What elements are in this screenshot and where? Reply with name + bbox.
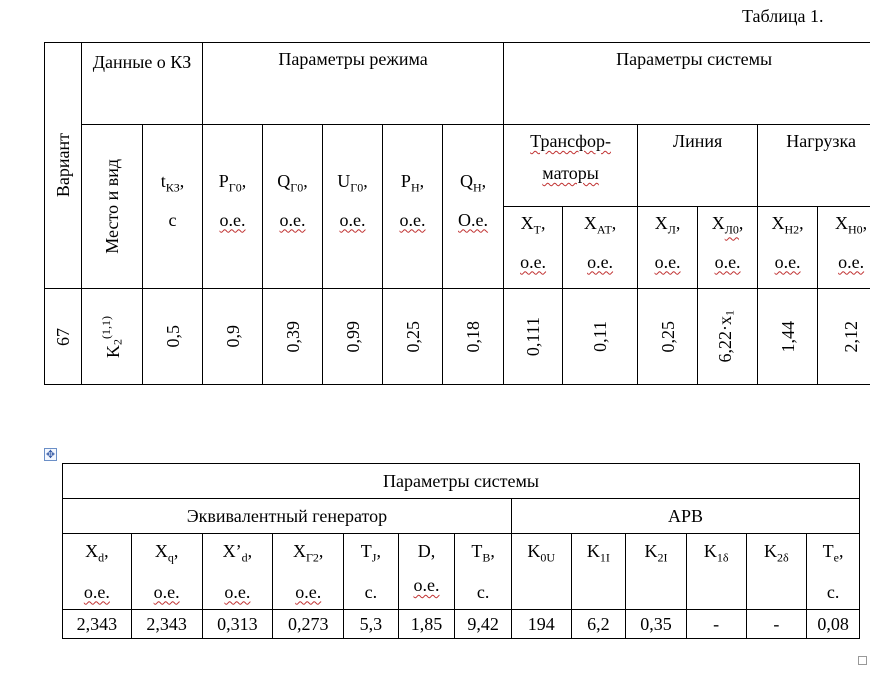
table-2 bbox=[62, 463, 860, 639]
xd-value: 2,343 bbox=[63, 609, 132, 638]
pn-value: 0,25 bbox=[383, 289, 443, 385]
pg0-value: 0,9 bbox=[203, 289, 263, 385]
ug0-header: $U_{Г0}$, о.е. bbox=[323, 125, 383, 289]
tkz-header: $t_{КЗ}$, с bbox=[143, 125, 203, 289]
ug0-value: 0,99 bbox=[323, 289, 383, 385]
xq-header: $X_q$, о.е. bbox=[131, 534, 202, 610]
xat-header: $X_{АТ}$, о.е. bbox=[563, 207, 638, 289]
xl0-value: $6,22\cdot x_1$ bbox=[698, 289, 758, 385]
move-handle-icon[interactable]: ✥ bbox=[45, 448, 56, 461]
kz-data-header: Данные о КЗ bbox=[82, 43, 203, 125]
xl-value: 0,25 bbox=[638, 289, 698, 385]
table-caption: Таблица 1. bbox=[742, 6, 824, 26]
xdp-value: 0,313 bbox=[202, 609, 273, 638]
xg2-header: $X_{Г2}$, о.е. bbox=[273, 534, 344, 610]
k2i-value: 0,35 bbox=[626, 609, 687, 638]
k1d-value: - bbox=[686, 609, 746, 638]
tv-header: $T_В$, с. bbox=[455, 534, 512, 610]
table-1 bbox=[44, 42, 870, 385]
xn0-header: $X_{Н0}$, о.е. bbox=[818, 207, 870, 289]
te-header: $T_e$, с. bbox=[807, 534, 860, 610]
k0u-value: 194 bbox=[511, 609, 571, 638]
xd-header: $X_d$, о.е. bbox=[63, 534, 132, 610]
transformers-header: Трансфор- маторы bbox=[504, 125, 638, 207]
tv-value: 9,42 bbox=[455, 609, 512, 638]
xt-header: $X_Т$, о.е. bbox=[504, 207, 563, 289]
system-params-header: Параметры системы bbox=[504, 43, 870, 125]
d-value: 1,85 bbox=[398, 609, 455, 638]
xg2-value: 0,273 bbox=[273, 609, 344, 638]
pg0-header: $P_{Г0}$, о.е. bbox=[203, 125, 263, 289]
xt-value: 0,111 bbox=[504, 289, 563, 385]
system-params-header-2: Параметры системы bbox=[63, 464, 860, 499]
xn2-header: $X_{Н2}$, о.е. bbox=[758, 207, 818, 289]
k1i-header: $K_{1I}$ bbox=[571, 534, 626, 610]
k1i-value: 6,2 bbox=[571, 609, 626, 638]
qn-header: $Q_Н$, О.е. bbox=[443, 125, 504, 289]
qn-value: 0,18 bbox=[443, 289, 504, 385]
te-value: 0,08 bbox=[807, 609, 860, 638]
xl-header: $X_Л$, о.е. bbox=[638, 207, 698, 289]
variant-value: 67 bbox=[45, 289, 82, 385]
tkz-value: 0,5 bbox=[143, 289, 203, 385]
kz-value: $K_2^{(1,1)}$ bbox=[82, 289, 143, 385]
qg0-value: 0,39 bbox=[263, 289, 323, 385]
xdp-header: $X’_d$, о.е. bbox=[202, 534, 273, 610]
k2i-header: $K_{2I}$ bbox=[626, 534, 687, 610]
xn2-value: 1,44 bbox=[758, 289, 818, 385]
k2d-header: $K_{2\delta}$ bbox=[746, 534, 807, 610]
arv-header: АРВ bbox=[511, 499, 859, 534]
xq-value: 2,343 bbox=[131, 609, 202, 638]
tj-header: $T_J$, с. bbox=[344, 534, 399, 610]
variant-header: Вариант bbox=[45, 43, 82, 289]
d-header: D, о.е. bbox=[398, 534, 455, 610]
k2d-value: - bbox=[746, 609, 807, 638]
pn-header: $P_Н$, о.е. bbox=[383, 125, 443, 289]
load-header: Нагрузка bbox=[758, 125, 870, 207]
xl0-header: $X_{Л0}$, о.е. bbox=[698, 207, 758, 289]
k0u-header: $K_{0U}$ bbox=[511, 534, 571, 610]
xat-value: 0,11 bbox=[563, 289, 638, 385]
k1d-header: $K_{1\delta}$ bbox=[686, 534, 746, 610]
line-header: Линия bbox=[638, 125, 758, 207]
xn0-value: 2,12 bbox=[818, 289, 870, 385]
tj-value: 5,3 bbox=[344, 609, 399, 638]
mode-params-header: Параметры режима bbox=[203, 43, 504, 125]
qg0-header: $Q_{Г0}$, о.е. bbox=[263, 125, 323, 289]
resize-handle-icon[interactable] bbox=[858, 656, 867, 665]
place-type-header: Место и вид bbox=[82, 125, 143, 289]
eq-generator-header: Эквивалентный генератор bbox=[63, 499, 512, 534]
